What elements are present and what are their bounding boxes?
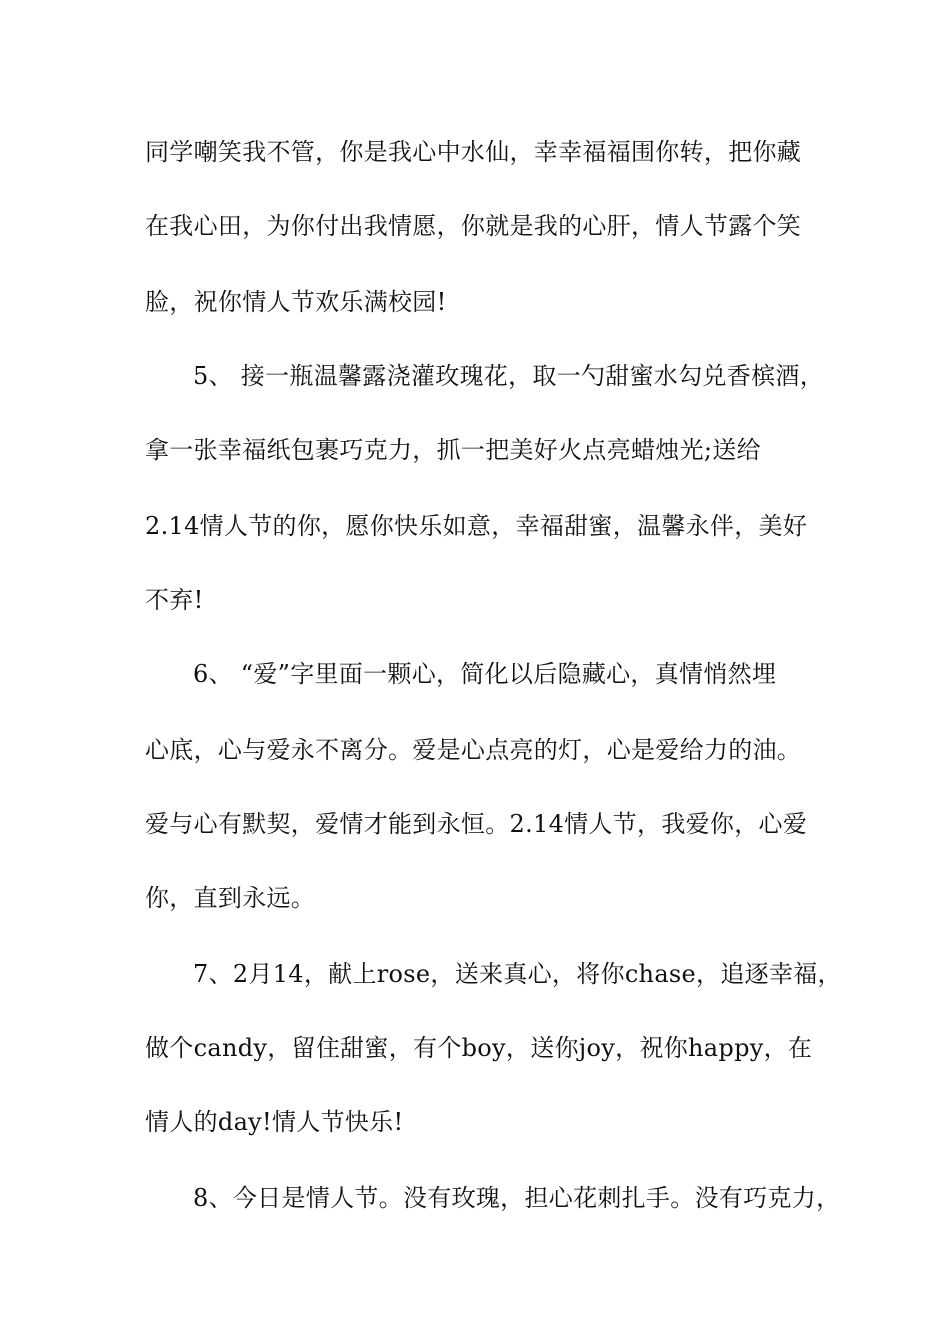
paragraph-7-first-line: 7、2月14，献上rose，送来真心，将你chase，追逐幸福， bbox=[193, 960, 842, 988]
text-line: 拿一张幸福纸包裹巧克力，抓一把美好火点亮蜡烛光;送给 bbox=[145, 436, 761, 464]
text-line: 做个candy，留住甜蜜，有个boy，送你joy，祝你happy，在 bbox=[145, 1034, 813, 1062]
paragraph-5-first-line: 5、 接一瓶温馨露浇灌玫瑰花，取一勺甜蜜水勾兑香槟酒， bbox=[193, 362, 824, 390]
text-line: 不弃! bbox=[145, 586, 204, 614]
paragraph-8-first-line: 8、今日是情人节。没有玫瑰，担心花刺扎手。没有巧克力， bbox=[193, 1184, 841, 1212]
text-line: 在我心田，为你付出我情愿，你就是我的心肝，情人节露个笑 bbox=[145, 212, 802, 240]
text-line: 爱与心有默契，爱情才能到永恒。2.14情人节，我爱你，心爱 bbox=[145, 810, 808, 838]
text-line: 情人的day!情人节快乐! bbox=[145, 1108, 404, 1136]
text-line: 同学嘲笑我不管，你是我心中水仙，幸幸福福围你转，把你藏 bbox=[145, 138, 802, 166]
text-line: 心底，心与爱永不离分。爱是心点亮的灯，心是爱给力的油。 bbox=[145, 736, 802, 764]
text-line: 脸，祝你情人节欢乐满校园! bbox=[145, 288, 447, 316]
text-line: 2.14情人节的你，愿你快乐如意，幸福甜蜜，温馨永伴，美好 bbox=[145, 512, 808, 540]
text-line: 你，直到永远。 bbox=[145, 884, 316, 912]
paragraph-6-first-line: 6、 “爱”字里面一颗心，简化以后隐藏心，真情悄然埋 bbox=[193, 660, 777, 688]
